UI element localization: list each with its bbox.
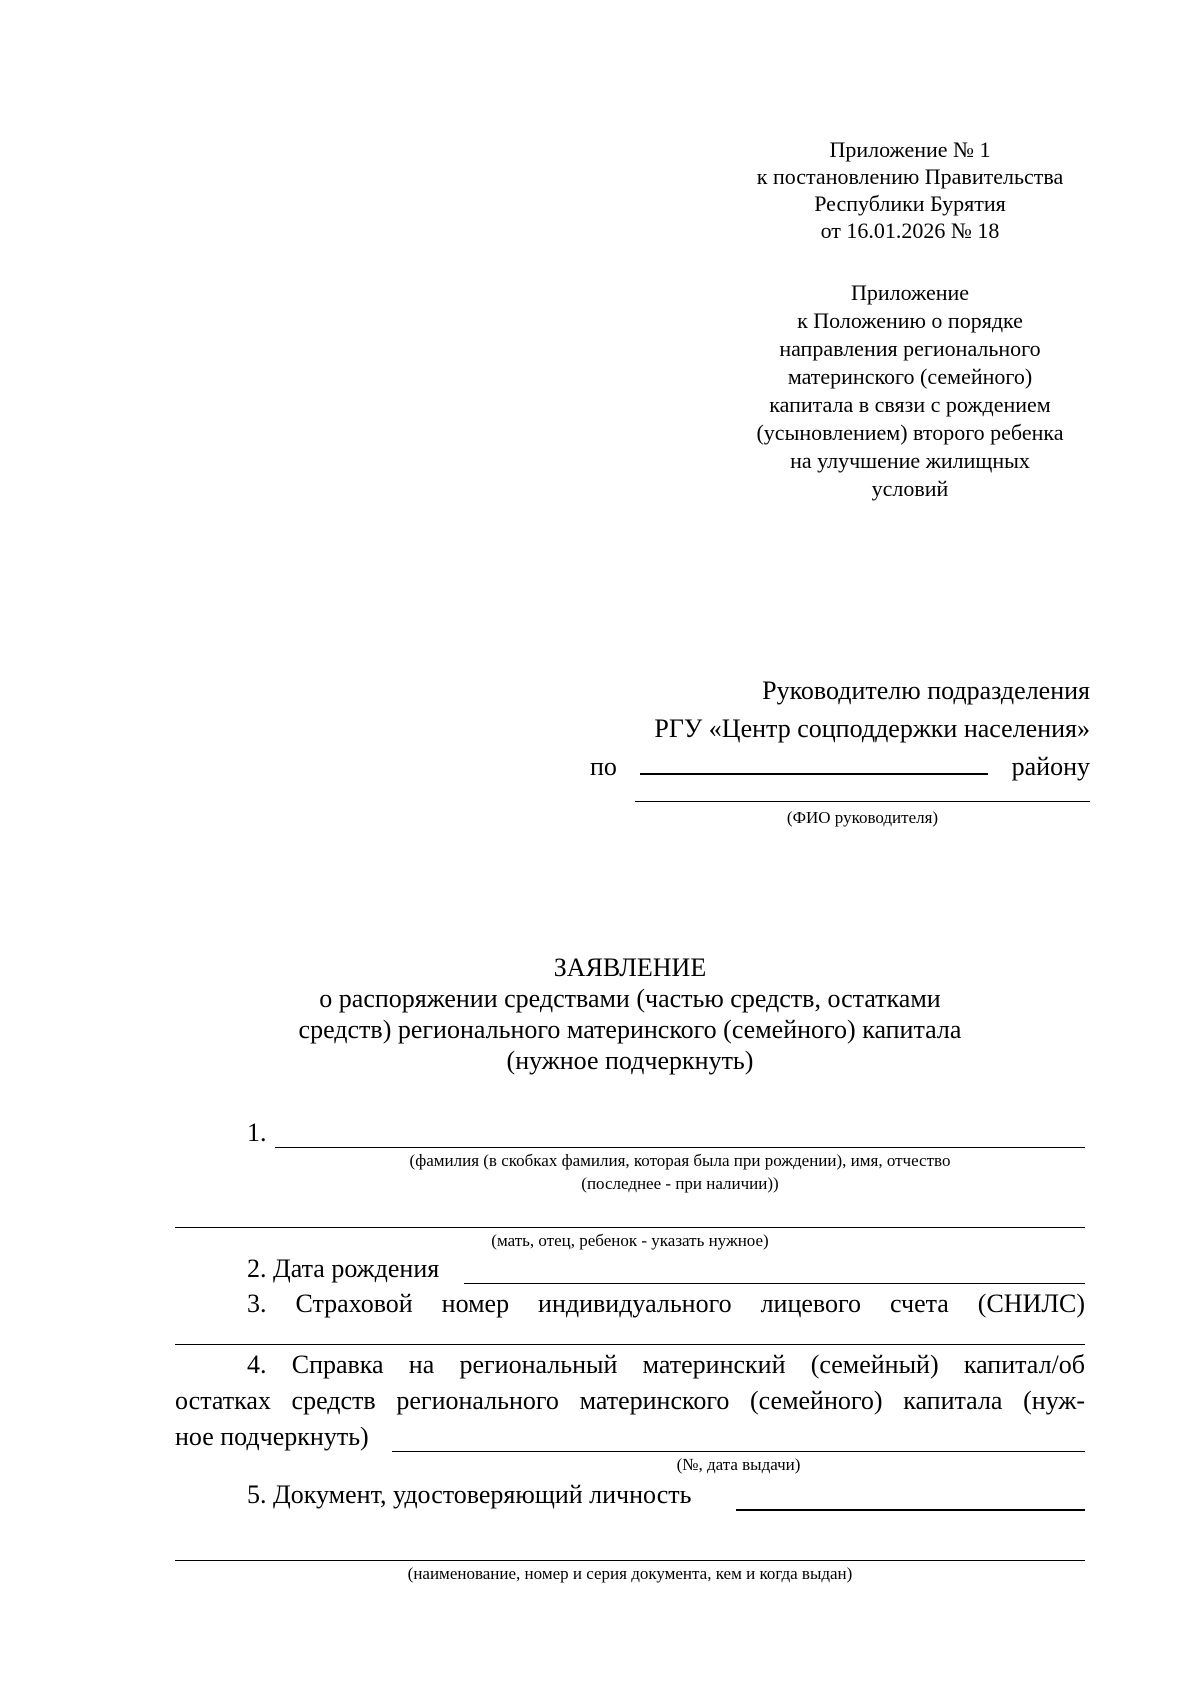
appendix-subheader-line: (усыновлением) второго ребенка bbox=[756, 420, 1064, 445]
appendix-subheader-line: условий bbox=[871, 476, 949, 501]
title-line-3: (нужное подчеркнуть) bbox=[506, 1046, 754, 1075]
addressee-district-prefix: по bbox=[590, 752, 617, 781]
item4-line-2: остатках средств регионального материнского (семейного) капитала (нуж- bbox=[175, 1386, 1085, 1415]
item4-line-1: 4. Справка на региональный материнский (семейный) капитал/об bbox=[247, 1350, 1085, 1379]
fullname-field[interactable] bbox=[275, 1147, 1085, 1148]
addressee-district-suffix: району bbox=[1011, 752, 1090, 781]
snils-field[interactable] bbox=[175, 1344, 1085, 1345]
item3-label: 3. Страховой номер индивидуального лицевого счета (СНИЛС) bbox=[247, 1289, 1085, 1318]
application-form bbox=[175, 0, 1085, 1698]
appendix-subheader-line: направления регионального bbox=[779, 336, 1041, 361]
identity-document-hint: (наименование, номер и серия документа, кем и когда выдан) bbox=[407, 1564, 853, 1583]
appendix-header-line: к постановлению Правительства bbox=[756, 164, 1064, 189]
role-hint: (мать, отец, ребенок - указать нужное) bbox=[491, 1231, 769, 1250]
identity-document-field[interactable] bbox=[736, 1509, 1085, 1511]
certificate-field[interactable] bbox=[392, 1451, 1085, 1452]
item1-number: 1. bbox=[247, 1118, 267, 1147]
item4-line-3: ное подчеркнуть) bbox=[175, 1422, 369, 1451]
title-heading: ЗАЯВЛЕНИЕ bbox=[553, 953, 707, 982]
head-name-hint: (ФИО руководителя) bbox=[786, 808, 939, 827]
role-field[interactable] bbox=[175, 1227, 1085, 1228]
fullname-hint-line-2: (последнее - при наличии)) bbox=[581, 1174, 779, 1193]
appendix-header-line: Республики Бурятия bbox=[814, 191, 1006, 216]
appendix-header-line: от 16.01.2026 № 18 bbox=[820, 218, 1000, 243]
title-line-2: средств) регионального материнского (семейного) капитала bbox=[298, 1015, 962, 1044]
appendix-subheader-line: Приложение bbox=[850, 280, 970, 305]
fullname-hint-line-1: (фамилия (в скобках фамилия, которая была при рождении), имя, отчество bbox=[409, 1151, 951, 1170]
title-line-1: о распоряжении средствами (частью средств, остатками bbox=[319, 984, 941, 1013]
appendix-header-line: Приложение № 1 bbox=[829, 137, 991, 162]
appendix-subheader-line: на улучшение жилищных bbox=[790, 448, 1030, 473]
appendix-subheader-line: капитала в связи с рождением bbox=[769, 392, 1051, 417]
identity-document-details-field[interactable] bbox=[175, 1560, 1085, 1561]
certificate-hint: (№, дата выдачи) bbox=[676, 1455, 801, 1474]
item2-label: 2. Дата рождения bbox=[247, 1254, 440, 1283]
addressee-line-1: Руководителю подразделения bbox=[762, 676, 1090, 705]
appendix-subheader-line: материнского (семейного) bbox=[787, 364, 1033, 389]
appendix-subheader-line: к Положению о порядке bbox=[797, 308, 1023, 333]
birthdate-field[interactable] bbox=[464, 1283, 1085, 1284]
item5-label: 5. Документ, удостоверяющий личность bbox=[247, 1480, 692, 1509]
addressee-line-2: РГУ «Центр соцподдержки населения» bbox=[654, 714, 1090, 743]
